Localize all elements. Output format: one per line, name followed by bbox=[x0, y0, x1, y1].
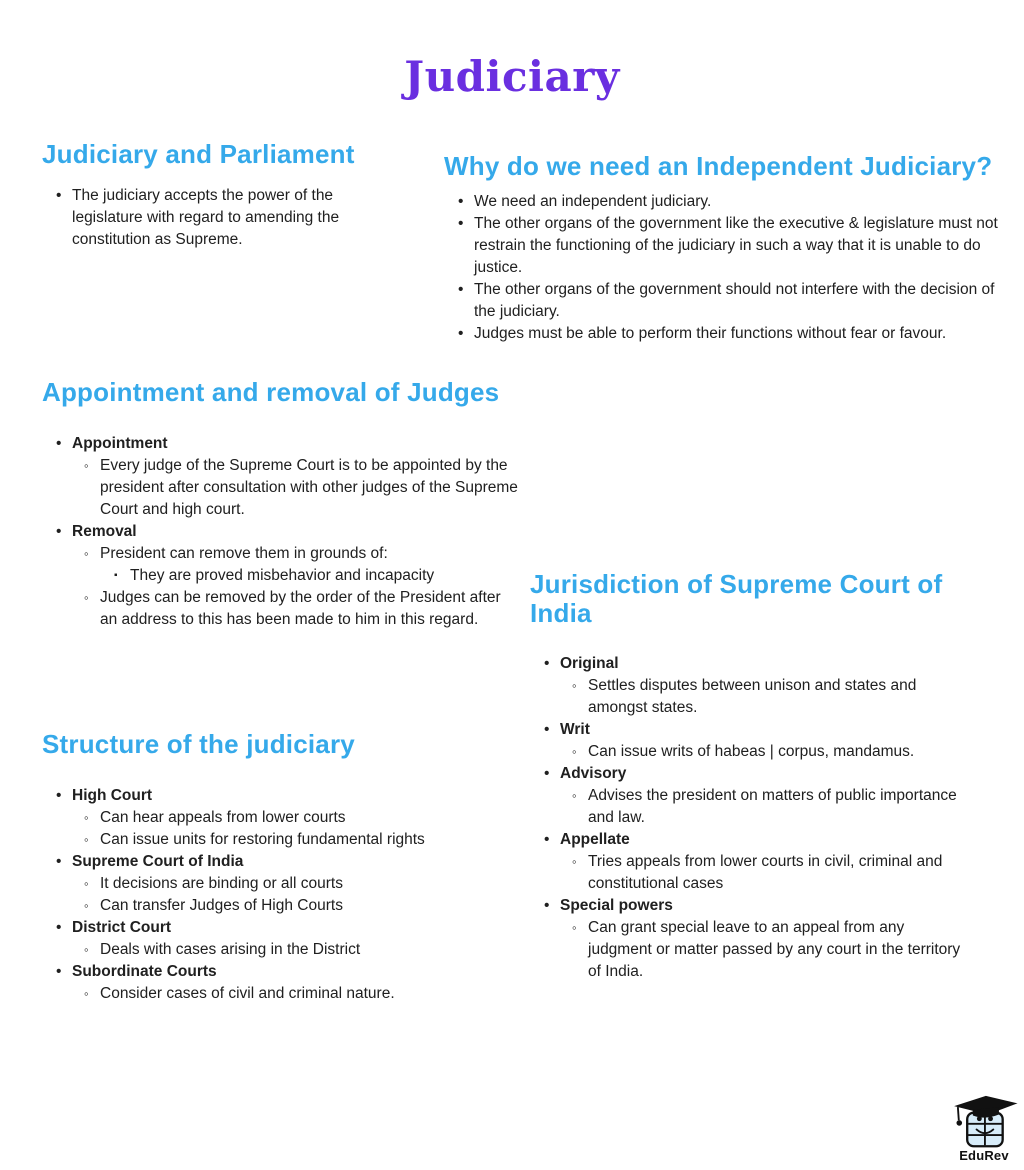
list-item-text: Judges can be removed by the order of the President after an address to this has been made to him in this regard. bbox=[100, 588, 501, 628]
list-item bbox=[42, 543, 520, 565]
list-item bbox=[530, 741, 970, 763]
bullet-list bbox=[42, 433, 520, 631]
bullet-icon: ◦ bbox=[572, 854, 577, 870]
list-item-text: Appointment bbox=[72, 434, 168, 452]
bullet-icon: ◦ bbox=[84, 809, 89, 825]
list-item-text: Can transfer Judges of High Courts bbox=[100, 896, 343, 914]
list-item bbox=[444, 213, 1002, 279]
list-item-text: Subordinate Courts bbox=[72, 962, 217, 980]
bullet-icon: ◦ bbox=[572, 920, 577, 936]
bullet-icon: ◦ bbox=[84, 545, 89, 561]
list-item bbox=[42, 917, 512, 939]
list-item bbox=[42, 895, 512, 917]
bullet-icon: • bbox=[458, 324, 464, 342]
list-item-text: Appellate bbox=[560, 831, 630, 849]
list-item bbox=[42, 433, 520, 455]
bullet-icon: • bbox=[544, 831, 550, 849]
edurev-logo-icon bbox=[946, 1094, 1022, 1150]
list-item bbox=[444, 191, 1002, 213]
section-heading: Judiciary and Parliament bbox=[42, 139, 355, 169]
bullet-icon: ◦ bbox=[572, 678, 577, 694]
bullet-icon: • bbox=[56, 852, 62, 870]
list-item bbox=[444, 279, 1002, 323]
bullet-icon: ◦ bbox=[84, 985, 89, 1001]
list-item-text: Can issue units for restoring fundamental rights bbox=[100, 830, 425, 848]
list-item bbox=[530, 917, 970, 983]
list-item-text: President can remove them in grounds of: bbox=[100, 544, 388, 562]
list-item bbox=[42, 587, 520, 631]
bullet-icon: • bbox=[56, 522, 62, 540]
bullet-icon: ◦ bbox=[572, 788, 577, 804]
bullet-icon: • bbox=[458, 192, 464, 210]
list-item bbox=[42, 851, 512, 873]
bullet-icon: • bbox=[544, 721, 550, 739]
bullet-icon: ◦ bbox=[84, 457, 89, 473]
list-item bbox=[42, 983, 512, 1005]
bullet-list bbox=[530, 653, 970, 983]
section-judiciary-parliament bbox=[42, 140, 392, 251]
list-item bbox=[42, 873, 512, 895]
list-item-text: They are proved misbehavior and incapacity bbox=[130, 566, 435, 584]
edurev-logo bbox=[946, 1094, 1022, 1163]
list-item bbox=[42, 939, 512, 961]
bullet-icon: ◦ bbox=[84, 941, 89, 957]
list-item bbox=[530, 829, 970, 851]
list-item bbox=[42, 185, 392, 251]
list-item bbox=[42, 807, 512, 829]
list-item-text: Can issue writs of habeas | corpus, mandamus. bbox=[588, 743, 915, 761]
bullet-list bbox=[42, 785, 512, 1005]
list-item-text: Consider cases of civil and criminal nature. bbox=[100, 984, 395, 1002]
list-item-text: Original bbox=[560, 655, 619, 673]
bullet-icon: ◦ bbox=[84, 589, 89, 605]
bullet-icon: • bbox=[56, 434, 62, 452]
list-item-text: Can grant special leave to an appeal from any judgment or matter passed by any court in the territory of India. bbox=[588, 919, 961, 981]
bullet-list bbox=[42, 185, 392, 251]
section-heading: Jurisdiction of Supreme Court of India bbox=[530, 569, 943, 628]
list-item-text: High Court bbox=[72, 786, 153, 804]
list-item bbox=[444, 323, 1002, 345]
list-item bbox=[42, 565, 520, 587]
list-item-text: The other organs of the government should not interfere with the decision of the judiciary. bbox=[474, 280, 995, 320]
list-item bbox=[530, 785, 970, 829]
list-item bbox=[42, 455, 520, 521]
list-item bbox=[42, 961, 512, 983]
list-item-text: Settles disputes between unison and states and amongst states. bbox=[588, 677, 917, 717]
list-item-text: Supreme Court of India bbox=[72, 852, 244, 870]
section-why-independent-judiciary bbox=[444, 152, 1002, 345]
bullet-list bbox=[444, 191, 1002, 345]
list-item bbox=[530, 851, 970, 895]
bullet-icon: • bbox=[544, 655, 550, 673]
bullet-icon: ▪ bbox=[114, 569, 118, 581]
list-item-text: Writ bbox=[560, 721, 590, 739]
list-item bbox=[42, 829, 512, 851]
section-heading: Why do we need an Independent Judiciary? bbox=[444, 151, 993, 181]
list-item-text: The judiciary accepts the power of the legislature with regard to amending the constitution as Supreme. bbox=[72, 186, 340, 248]
list-item bbox=[530, 675, 970, 719]
list-item bbox=[530, 719, 970, 741]
list-item bbox=[42, 521, 520, 543]
list-item-text: Advises the president on matters of public importance and law. bbox=[588, 787, 957, 827]
list-item-text: It decisions are binding or all courts bbox=[100, 874, 343, 892]
list-item bbox=[42, 785, 512, 807]
list-item-text: Every judge of the Supreme Court is to be appointed by the president after consultation with other judges of the Supreme Court and high court. bbox=[100, 456, 518, 518]
list-item-text: We need an independent judiciary. bbox=[474, 192, 712, 210]
bullet-icon: • bbox=[56, 962, 62, 980]
list-item-text: Tries appeals from lower courts in civil, criminal and constitutional cases bbox=[588, 853, 943, 893]
list-item-text: The other organs of the government like the executive & legislature must not restrain the functioning of the judiciary in such a way that it is unable to do justice. bbox=[474, 214, 998, 276]
section-structure-of-judiciary bbox=[42, 730, 512, 1005]
edurev-logo-label: EduRev bbox=[959, 1148, 1009, 1163]
list-item bbox=[530, 653, 970, 675]
list-item-text: District Court bbox=[72, 918, 172, 936]
bullet-icon: • bbox=[458, 280, 464, 298]
bullet-icon: • bbox=[544, 897, 550, 915]
list-item-text: Judges must be able to perform their functions without fear or favour. bbox=[474, 324, 947, 342]
list-item bbox=[530, 895, 970, 917]
bullet-icon: • bbox=[544, 765, 550, 783]
bullet-icon: ◦ bbox=[572, 744, 577, 760]
bullet-icon: • bbox=[56, 918, 62, 936]
page-title: Judiciary bbox=[404, 52, 620, 102]
list-item-text: Special powers bbox=[560, 897, 673, 915]
list-item-text: Can hear appeals from lower courts bbox=[100, 808, 346, 826]
list-item-text: Advisory bbox=[560, 765, 627, 783]
list-item bbox=[530, 763, 970, 785]
bullet-icon: ◦ bbox=[84, 831, 89, 847]
bullet-icon: • bbox=[56, 786, 62, 804]
bullet-icon: ◦ bbox=[84, 875, 89, 891]
bullet-icon: ◦ bbox=[84, 897, 89, 913]
section-appointment-removal bbox=[42, 378, 520, 631]
section-heading: Structure of the judiciary bbox=[42, 729, 355, 759]
bullet-icon: • bbox=[56, 186, 62, 204]
section-jurisdiction-supreme-court bbox=[530, 570, 970, 983]
section-heading: Appointment and removal of Judges bbox=[42, 377, 500, 407]
list-item-text: Deals with cases arising in the District bbox=[100, 940, 361, 958]
list-item-text: Removal bbox=[72, 522, 137, 540]
bullet-icon: • bbox=[458, 214, 464, 232]
